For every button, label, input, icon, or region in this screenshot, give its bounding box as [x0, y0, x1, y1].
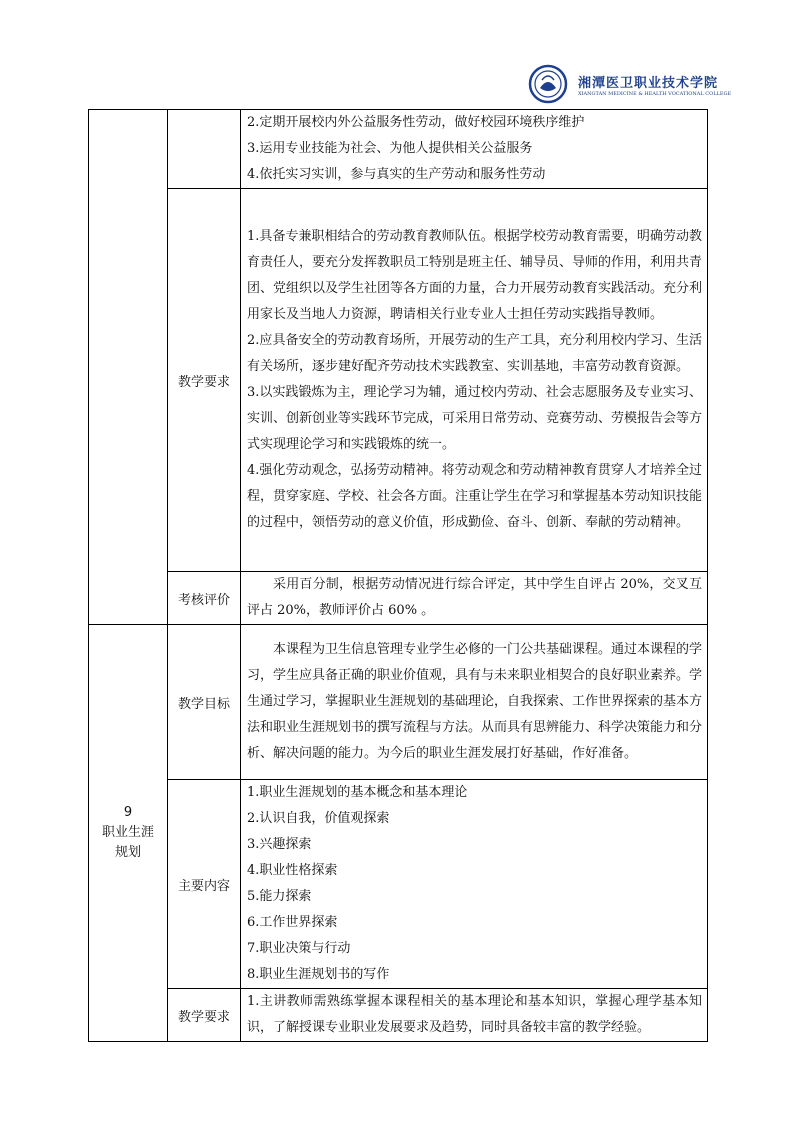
- row8-req-label: 教学要求: [168, 189, 241, 572]
- list-item: 4.依托实习实训，参与真实的生产劳动和服务性劳动: [247, 167, 546, 182]
- list-item: 8.职业生涯规划书的写作: [247, 967, 390, 982]
- list-item: 2.定期开展校内外公益服务性劳动，做好校园环境秩序维护: [247, 115, 585, 130]
- row9-course-cell: [89, 625, 168, 1042]
- list-item: 3.运用专业技能为社会、为他人提供相关公益服务: [247, 141, 533, 156]
- row9-goal-label: 教学目标: [168, 625, 241, 780]
- list-item: 5.能力探索: [247, 889, 312, 904]
- row8-requirements: [89, 189, 708, 572]
- school-name-english: XIANGTAN MEDICINE & HEALTH VOCATIONAL COLLEGE: [578, 91, 732, 97]
- evaluation-text: 采用百分制，根据劳动情况进行综合评定，其中学生自评占 20%，交叉互评占 20%，教师评价占 60% 。: [247, 577, 702, 618]
- requirement-paragraph: 2.应具备安全的劳动教育场所，开展劳动的生产工具，充分利用校内学习、生活有关场所，逐步建好配齐劳动技术实践教室、实训基地，丰富劳动教育资源。: [247, 333, 702, 374]
- row9-goal-cell: [241, 625, 708, 780]
- requirement-paragraph: 1.具备专兼职相结合的劳动教育教师队伍。根据学校劳动教育需要，明确劳动教育责任人，要充分发挥教职员工特别是班主任、辅导员、导师的作用，利用共青团、党组织以及学生社团等各方面的力量，合力开展劳动教育实践活动。充分利用家长及当地人力资源，聘请相关行业专业人士担任劳动实践指导教师。: [247, 229, 703, 322]
- curriculum-table: [88, 109, 708, 1042]
- row8-content: [89, 110, 708, 189]
- row8-evaluation: [89, 572, 708, 625]
- list-item: 7.职业决策与行动: [247, 941, 351, 956]
- row8-eval-label: 考核评价: [168, 572, 241, 625]
- school-name: 湘潭医卫职业技术学院: [578, 76, 719, 91]
- course-name-line1: 职业生涯: [101, 825, 154, 840]
- row9-content-label: 主要内容: [168, 780, 241, 989]
- row9-req-cell: [241, 989, 708, 1042]
- row9-content: [89, 780, 708, 989]
- goal-text: 本课程为卫生信息管理专业学生必修的一门公共基础课程。通过本课程的学习，学生应具备正确的职业价值观，具有与未来职业相契合的良好职业素养。学生通过学习，掌握职业生涯规划的基础理论，自我探索、工作世界探索的基本方法和职业生涯规划书的撰写流程与方法。从而具有思辨能力、科学决策能力和分析、解决问题的能力。为今后的职业生涯发展打好基础，作好准备。: [247, 642, 703, 761]
- requirement-paragraph: 1.主讲教师需熟练掌握本课程相关的基本理论和基本知识，掌握心理学基本知识，了解授课专业职业发展要求及趋势，同时具备较丰富的教学经验。: [247, 994, 702, 1035]
- row8-content-cell: [241, 110, 708, 189]
- row8-content-label-cell: [168, 110, 241, 189]
- list-item: 4.职业性格探索: [247, 863, 338, 878]
- requirement-paragraph: 3.以实践锻炼为主，理论学习为辅，通过校内劳动、社会志愿服务及专业实习、实训、创新创业等实践环节完成，可采用日常劳动、竞赛劳动、劳模报告会等方式实现理论学习和实践锻炼的统一。: [247, 385, 703, 452]
- list-item: 3.兴趣探索: [247, 837, 312, 852]
- row9-req-label: 教学要求: [168, 989, 241, 1042]
- list-item: 6.工作世界探索: [247, 915, 338, 930]
- row9-requirements: [89, 989, 708, 1042]
- row9-content-cell: [241, 780, 708, 989]
- row8-eval-cell: [241, 572, 708, 625]
- course-name-line2: 规划: [114, 845, 141, 860]
- course-number: 9: [123, 805, 133, 820]
- list-item: 2.认识自我，价值观探索: [247, 811, 390, 826]
- list-item: 1.职业生涯规划的基本概念和基本理论: [247, 785, 468, 800]
- row8-req-cell: [241, 189, 708, 572]
- requirement-paragraph: 4.强化劳动观念，弘扬劳动精神。将劳动观念和劳动精神教育贯穿人才培养全过程，贯穿家庭、学校、社会各方面。注重让学生在学习和掌握基本劳动知识技能的过程中，领悟劳动的意义价值，形成勤俭、奋斗、创新、奉献的劳动精神。: [247, 463, 703, 530]
- row9-goal: [89, 625, 708, 780]
- row8-course-cell: [89, 110, 168, 625]
